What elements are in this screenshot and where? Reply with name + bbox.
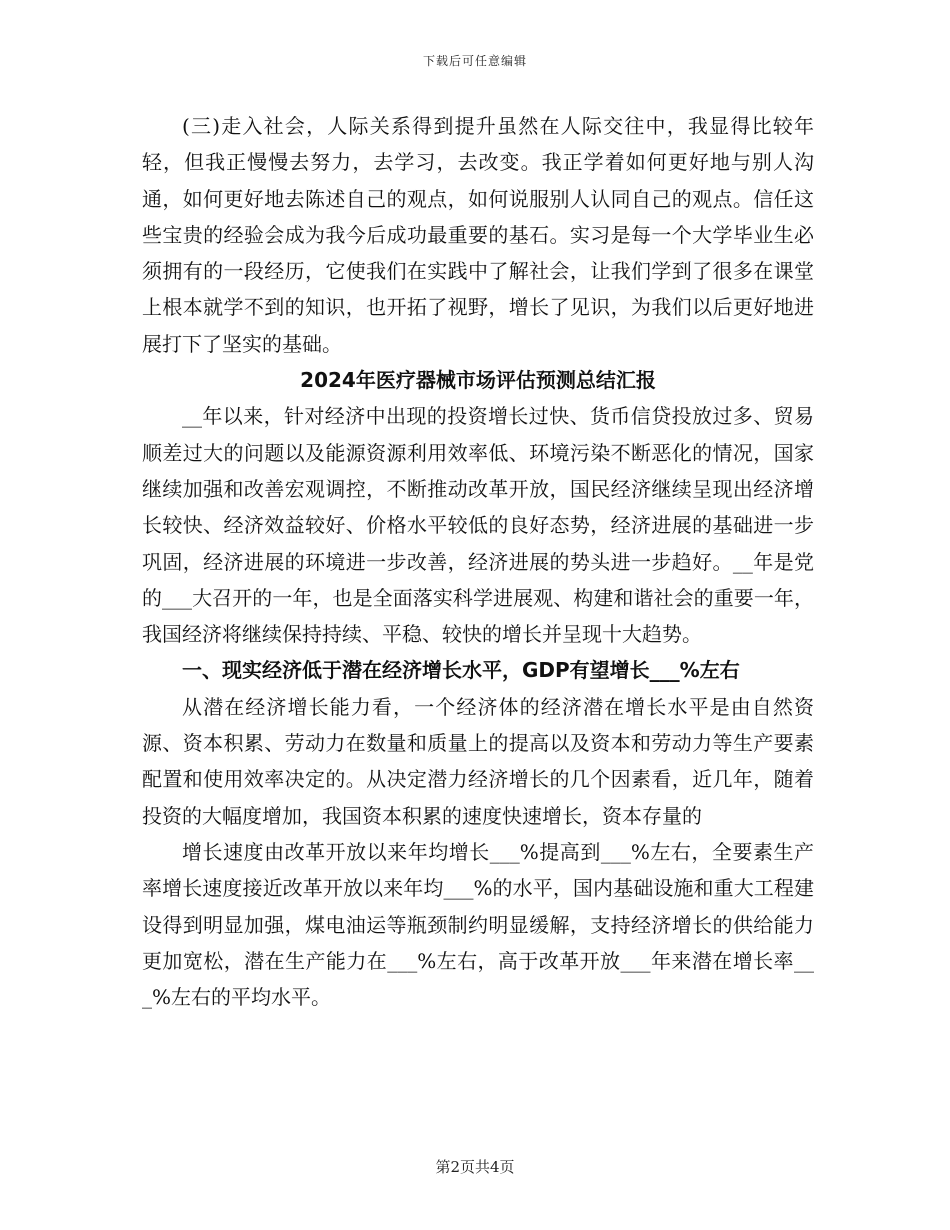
paragraph-potential-growth: 从潜在经济增长能力看，一个经济体的经济潜在增长水平是由自然资源、资本积累、劳动力在数量和质量上的提高以及资本和劳动力等生产要素配置和使用效率决定的。从决定潜力经济增长的几个因素看，近几年，随着投资的大幅度增加，我国资本积累的速度快速增长，资本存量的 [142, 694, 814, 828]
paragraph-growth-rates: 增长速度由改革开放以来年均增长___%提高到___%左右，全要素生产率增长速度接近改革开放以来年均___%的水平，国内基础设施和重大工程建设得到明显加强，煤电油运等瓶颈制约明显缓解，支持经济增长的供给能力更加宽松，潜在生产能力在___%左右，高于改革开放___年来潜在增长率___%左右的平均水平。 [142, 839, 814, 1010]
paragraph-economic-overview: __年以来，针对经济中出现的投资增长过快、货币信贷投放过多、贸易顺差过大的问题以及能源资源利用效率低、环境污染不断恶化的情况，国家继续加强和改善宏观调控，不断推动改革开放，国民经济继续呈现出经济增长较快、经济效益较好、价格水平较低的良好态势，经济进展的基础进一步巩固，经济进展的环境进一步改善，经济进展的势头进一步趋好。__年是党的___大召开的一年，也是全面落实科学进展观、构建和谐社会的重要一年，我国经济将继续保持持续、平稳、较快的增长并呈现十大趋势。 [142, 404, 814, 647]
document-title: 2024年医疗器械市场评估预测总结汇报 [300, 368, 656, 393]
paragraph-social-relations: (三)走入社会，人际关系得到提升虽然在人际交往中，我显得比较年轻，但我正慢慢去努力，去学习，去改变。我正学着如何更好地与别人沟通，如何更好地去陈述自己的观点，如何说服别人认同自己的观点。信任这些宝贵的经验会成为我今后成功最重要的基石。实习是每一个大学毕业生必须拥有的一段经历，它使我们在实践中了解社会，让我们学到了很多在课堂上根本就学不到的知识，也开拓了视野，增长了见识，为我们以后更好地进展打下了坚实的基础。 [142, 114, 814, 356]
page-number-footer: 第2页共4页 [435, 1158, 515, 1176]
document-body [142, 108, 814, 1015]
section-heading-gdp: 一、现实经济低于潜在经济增长水平，GDP有望增长___%左右 [182, 658, 740, 683]
page-header-note: 下载后可任意编辑 [422, 54, 527, 68]
